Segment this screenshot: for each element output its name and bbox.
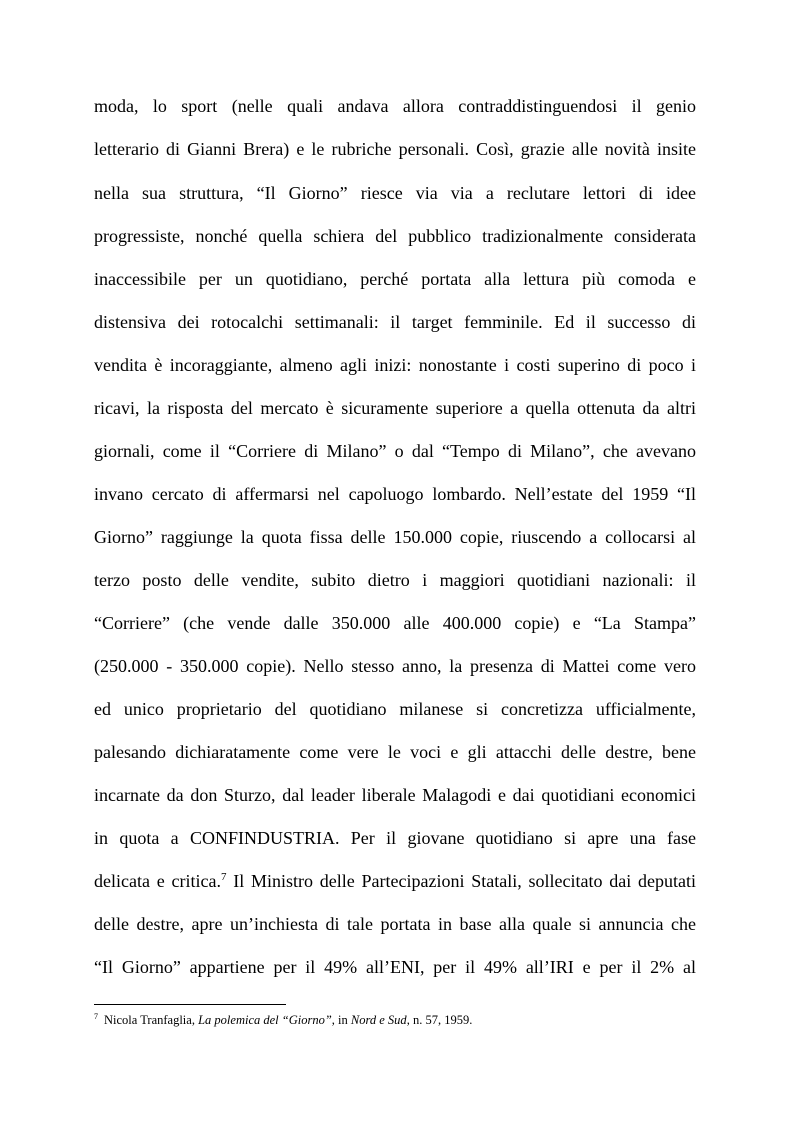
footnote-reference[interactable]: 7 xyxy=(220,871,227,883)
body-line-19-start: delicata e critica. xyxy=(94,871,221,891)
body-line-13: “Corriere” (che vende dalle 350.000 alle 400.000 copie) e “La Stampa” xyxy=(94,613,696,633)
body-line-9: giornali, come il “Corriere di Milano” o dal “Tempo di Milano”, che avevano xyxy=(94,441,696,461)
footnote-separator xyxy=(94,1004,286,1005)
footnote-rest: , n. 57, 1959. xyxy=(406,1013,473,1027)
body-line-4: progressiste, nonché quella schiera del pubblico tradizionalmente considerata xyxy=(94,226,696,246)
body-line-14: (250.000 - 350.000 copie). Nello stesso anno, la presenza di Mattei come vero xyxy=(94,656,696,676)
body-line-19 xyxy=(94,870,696,892)
body-line-10: invano cercato di affermarsi nel capoluogo lombardo. Nell’estate del 1959 “Il xyxy=(94,484,696,504)
footnote xyxy=(94,1012,696,1028)
body-line-2: letterario di Gianni Brera) e le rubriche personali. Così, grazie alle novità insite xyxy=(94,139,696,159)
body-line-8: ricavi, la risposta del mercato è sicuramente superiore a quella ottenuta da altri xyxy=(94,398,696,418)
body-line-5: inaccessibile per un quotidiano, perché portata alla lettura più comoda e xyxy=(94,269,696,289)
body-line-20: delle destre, apre un’inchiesta di tale portata in base alla quale si annuncia che xyxy=(94,914,696,934)
body-line-21: “Il Giorno” appartiene per il 49% all’ENI, per il 49% all’IRI e per il 2% al xyxy=(94,957,696,977)
body-line-7: vendita è incoraggiante, almeno agli inizi: nonostante i costi superino di poco i xyxy=(94,355,696,375)
body-line-15: ed unico proprietario del quotidiano milanese si concretizza ufficialmente, xyxy=(94,699,696,719)
body-line-18: in quota a CONFINDUSTRIA. Per il giovane quotidiano si apre una fase xyxy=(94,828,696,848)
body-line-3: nella sua struttura, “Il Giorno” riesce via via a reclutare lettori di idee xyxy=(94,183,696,203)
footnote-journal: Nord e Sud xyxy=(350,1013,407,1027)
body-line-12: terzo posto delle vendite, subito dietro i maggiori quotidiani nazionali: il xyxy=(94,570,696,590)
body-line-1: moda, lo sport (nelle quali andava allora contraddistinguendosi il genio xyxy=(94,96,696,116)
body-line-19-end: Il Ministro delle Partecipazioni Statali, sollecitato dai deputati xyxy=(226,871,696,891)
footnote-separator-text: , in xyxy=(331,1013,351,1027)
body-line-17: incarnate da don Sturzo, dal leader liberale Malagodi e dai quotidiani economici xyxy=(94,785,696,805)
footnote-title: La polemica del “Giorno” xyxy=(198,1013,332,1027)
body-line-11: Giorno” raggiunge la quota fissa delle 150.000 copie, riuscendo a collocarsi al xyxy=(94,527,696,547)
body-line-16: palesando dichiaratamente come vere le voci e gli attacchi delle destre, bene xyxy=(94,742,696,762)
footnote-author: Nicola Tranfaglia, xyxy=(104,1013,199,1027)
footnote-number: 7 xyxy=(94,1012,98,1021)
body-line-6: distensiva dei rotocalchi settimanali: il target femminile. Ed il successo di xyxy=(94,312,696,332)
